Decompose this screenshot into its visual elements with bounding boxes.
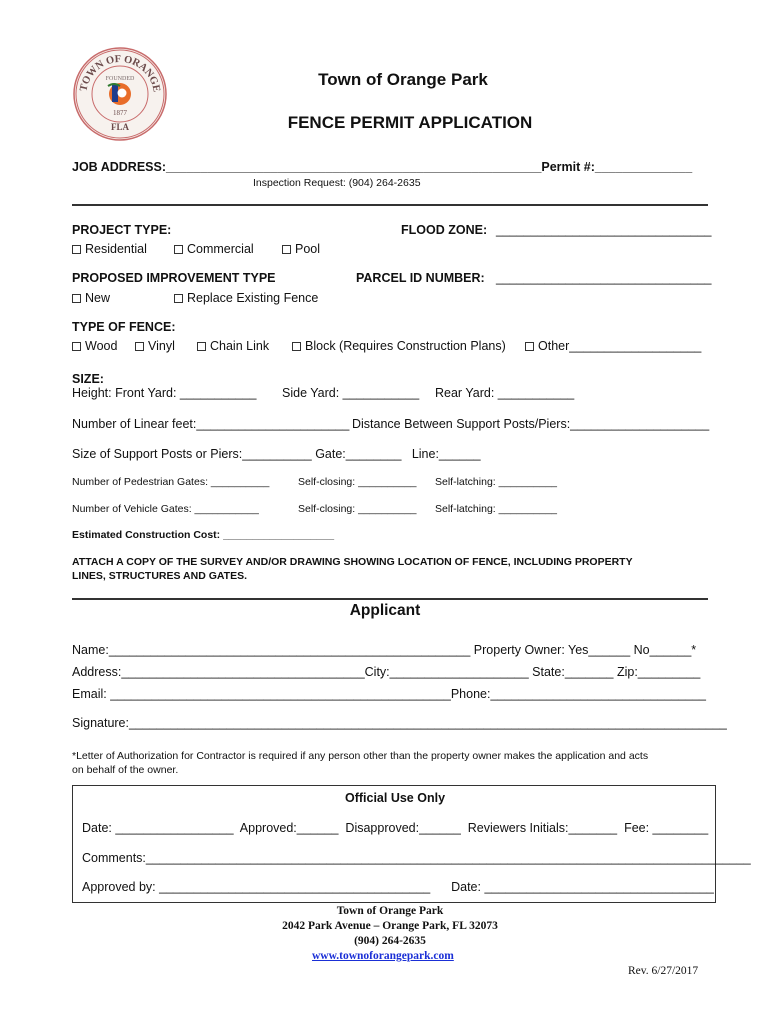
authorization-note-line2: on behalf of the owner. [72,764,179,776]
official-comments-field[interactable]: Comments:_______________________________________________________________________________________ [82,851,751,865]
revision-date: Rev. 6/27/2017 [628,965,699,977]
wood-label: Wood [85,339,118,353]
checkbox-icon [282,245,291,254]
chain-link-label: Chain Link [210,339,270,353]
front-yard-height-field[interactable]: Height: Front Yard: ___________ [72,386,257,400]
checkbox-icon [197,342,206,351]
size-label: SIZE: [72,372,104,386]
checkbox-new[interactable] [72,291,110,305]
form-title: FENCE PERMIT APPLICATION [287,113,533,132]
distance-posts-field[interactable]: Distance Between Support Posts/Piers:____________________ [352,417,710,431]
checkbox-icon [72,245,81,254]
type-of-fence-label: TYPE OF FENCE: [72,320,176,334]
block-label: Block (Requires Construction Plans) [305,339,506,353]
checkbox-icon [525,342,534,351]
project-type-label: PROJECT TYPE: [72,223,172,237]
attach-instruction-line1: ATTACH A COPY OF THE SURVEY AND/OR DRAWING SHOWING LOCATION OF FENCE, INCLUDING PROPERTY [72,556,633,568]
checkbox-icon [174,294,183,303]
divider-top [72,204,708,206]
checkbox-chain-link[interactable] [197,339,269,353]
checkbox-replace-existing[interactable] [174,291,318,305]
address-city-state-zip-field[interactable]: Address:___________________________________City:____________________ State:_______ Zip:_________ [72,665,701,679]
checkbox-other[interactable] [525,339,701,353]
footer-website-link[interactable]: www.townoforangepark.com [312,950,454,962]
applicant-title: Applicant [349,602,421,619]
checkbox-block[interactable] [292,339,506,353]
town-title: Town of Orange Park [318,70,488,89]
inspection-request: Inspection Request: (904) 264-2635 [253,177,421,189]
checkbox-wood[interactable] [72,339,117,353]
checkbox-icon [174,245,183,254]
footer-town-name: Town of Orange Park [336,905,444,917]
checkbox-icon [135,342,144,351]
checkbox-icon [72,342,81,351]
checkbox-icon [72,294,81,303]
proposed-improvement-label: PROPOSED IMPROVEMENT TYPE [72,271,276,285]
estimated-cost-field[interactable]: Estimated Construction Cost: ___________________ [72,529,335,541]
pedestrian-gates-field[interactable]: Number of Pedestrian Gates: __________ [72,476,270,488]
checkbox-icon [292,342,301,351]
pedestrian-self-latching-field[interactable]: Self-latching: __________ [435,476,558,488]
job-address-line[interactable]: JOB ADDRESS:______________________________________________________Permit #:______________ [72,160,693,174]
parcel-id-field[interactable]: _______________________________ [496,271,712,285]
vehicle-self-latching-field[interactable]: Self-latching: __________ [435,503,558,515]
footer-address: 2042 Park Avenue – Orange Park, FL 32073 [282,920,498,932]
vehicle-gates-field[interactable]: Number of Vehicle Gates: ___________ [72,503,259,515]
parcel-id-label: PARCEL ID NUMBER: [356,271,485,285]
seal-founded-text: FOUNDED [105,76,135,82]
posts-size-gate-line-field[interactable]: Size of Support Posts or Piers:__________ Gate:________ Line:______ [72,447,481,461]
seal-fla-text: FLA [111,122,129,132]
email-phone-field[interactable]: Email: _________________________________________________Phone:_______________________________ [72,687,706,701]
attach-instruction-line2: LINES, STRUCTURES AND GATES. [72,570,248,582]
flood-zone-field[interactable]: _______________________________ [496,223,712,237]
checkbox-residential[interactable] [72,242,147,256]
name-owner-field[interactable]: Name:____________________________________________________ Property Owner: Yes______ No______* [72,643,697,657]
vinyl-label: Vinyl [148,339,175,353]
side-yard-field[interactable]: Side Yard: ___________ [282,386,420,400]
footer-phone: (904) 264-2635 [354,935,426,947]
vehicle-self-closing-field[interactable]: Self-closing: __________ [298,503,417,515]
flood-zone-label: FLOOD ZONE: [401,223,488,237]
pedestrian-self-closing-field[interactable]: Self-closing: __________ [298,476,417,488]
replace-label: Replace Existing Fence [187,291,319,305]
official-date-approval-row[interactable]: Date: _________________ Approved:______ Disapproved:______ Reviewers Initials:_______ Fee: ________ [82,821,709,835]
official-approved-by-field[interactable]: Approved by: _______________________________________ Date: _________________________________ [82,880,714,894]
checkbox-vinyl[interactable] [135,339,175,353]
divider-applicant [72,598,708,600]
residential-label: Residential [85,242,147,256]
checkbox-commercial[interactable] [174,242,254,256]
commercial-label: Commercial [187,242,254,256]
new-label: New [85,291,111,305]
signature-field[interactable]: Signature:______________________________________________________________________________________ [72,716,727,730]
linear-feet-field[interactable]: Number of Linear feet:______________________ [72,417,350,431]
checkbox-pool[interactable] [282,242,320,256]
official-use-title: Official Use Only [344,791,446,805]
seal-text-top: TOWN OF ORANGE [78,53,162,93]
pool-label: Pool [295,242,321,256]
rear-yard-field[interactable]: Rear Yard: ___________ [435,386,575,400]
seal-year-text: 1877 [113,109,127,117]
other-label: Other___________________ [538,339,702,353]
authorization-note-line1: *Letter of Authorization for Contractor is required if any person other than the property owner makes the application and acts [72,750,649,762]
